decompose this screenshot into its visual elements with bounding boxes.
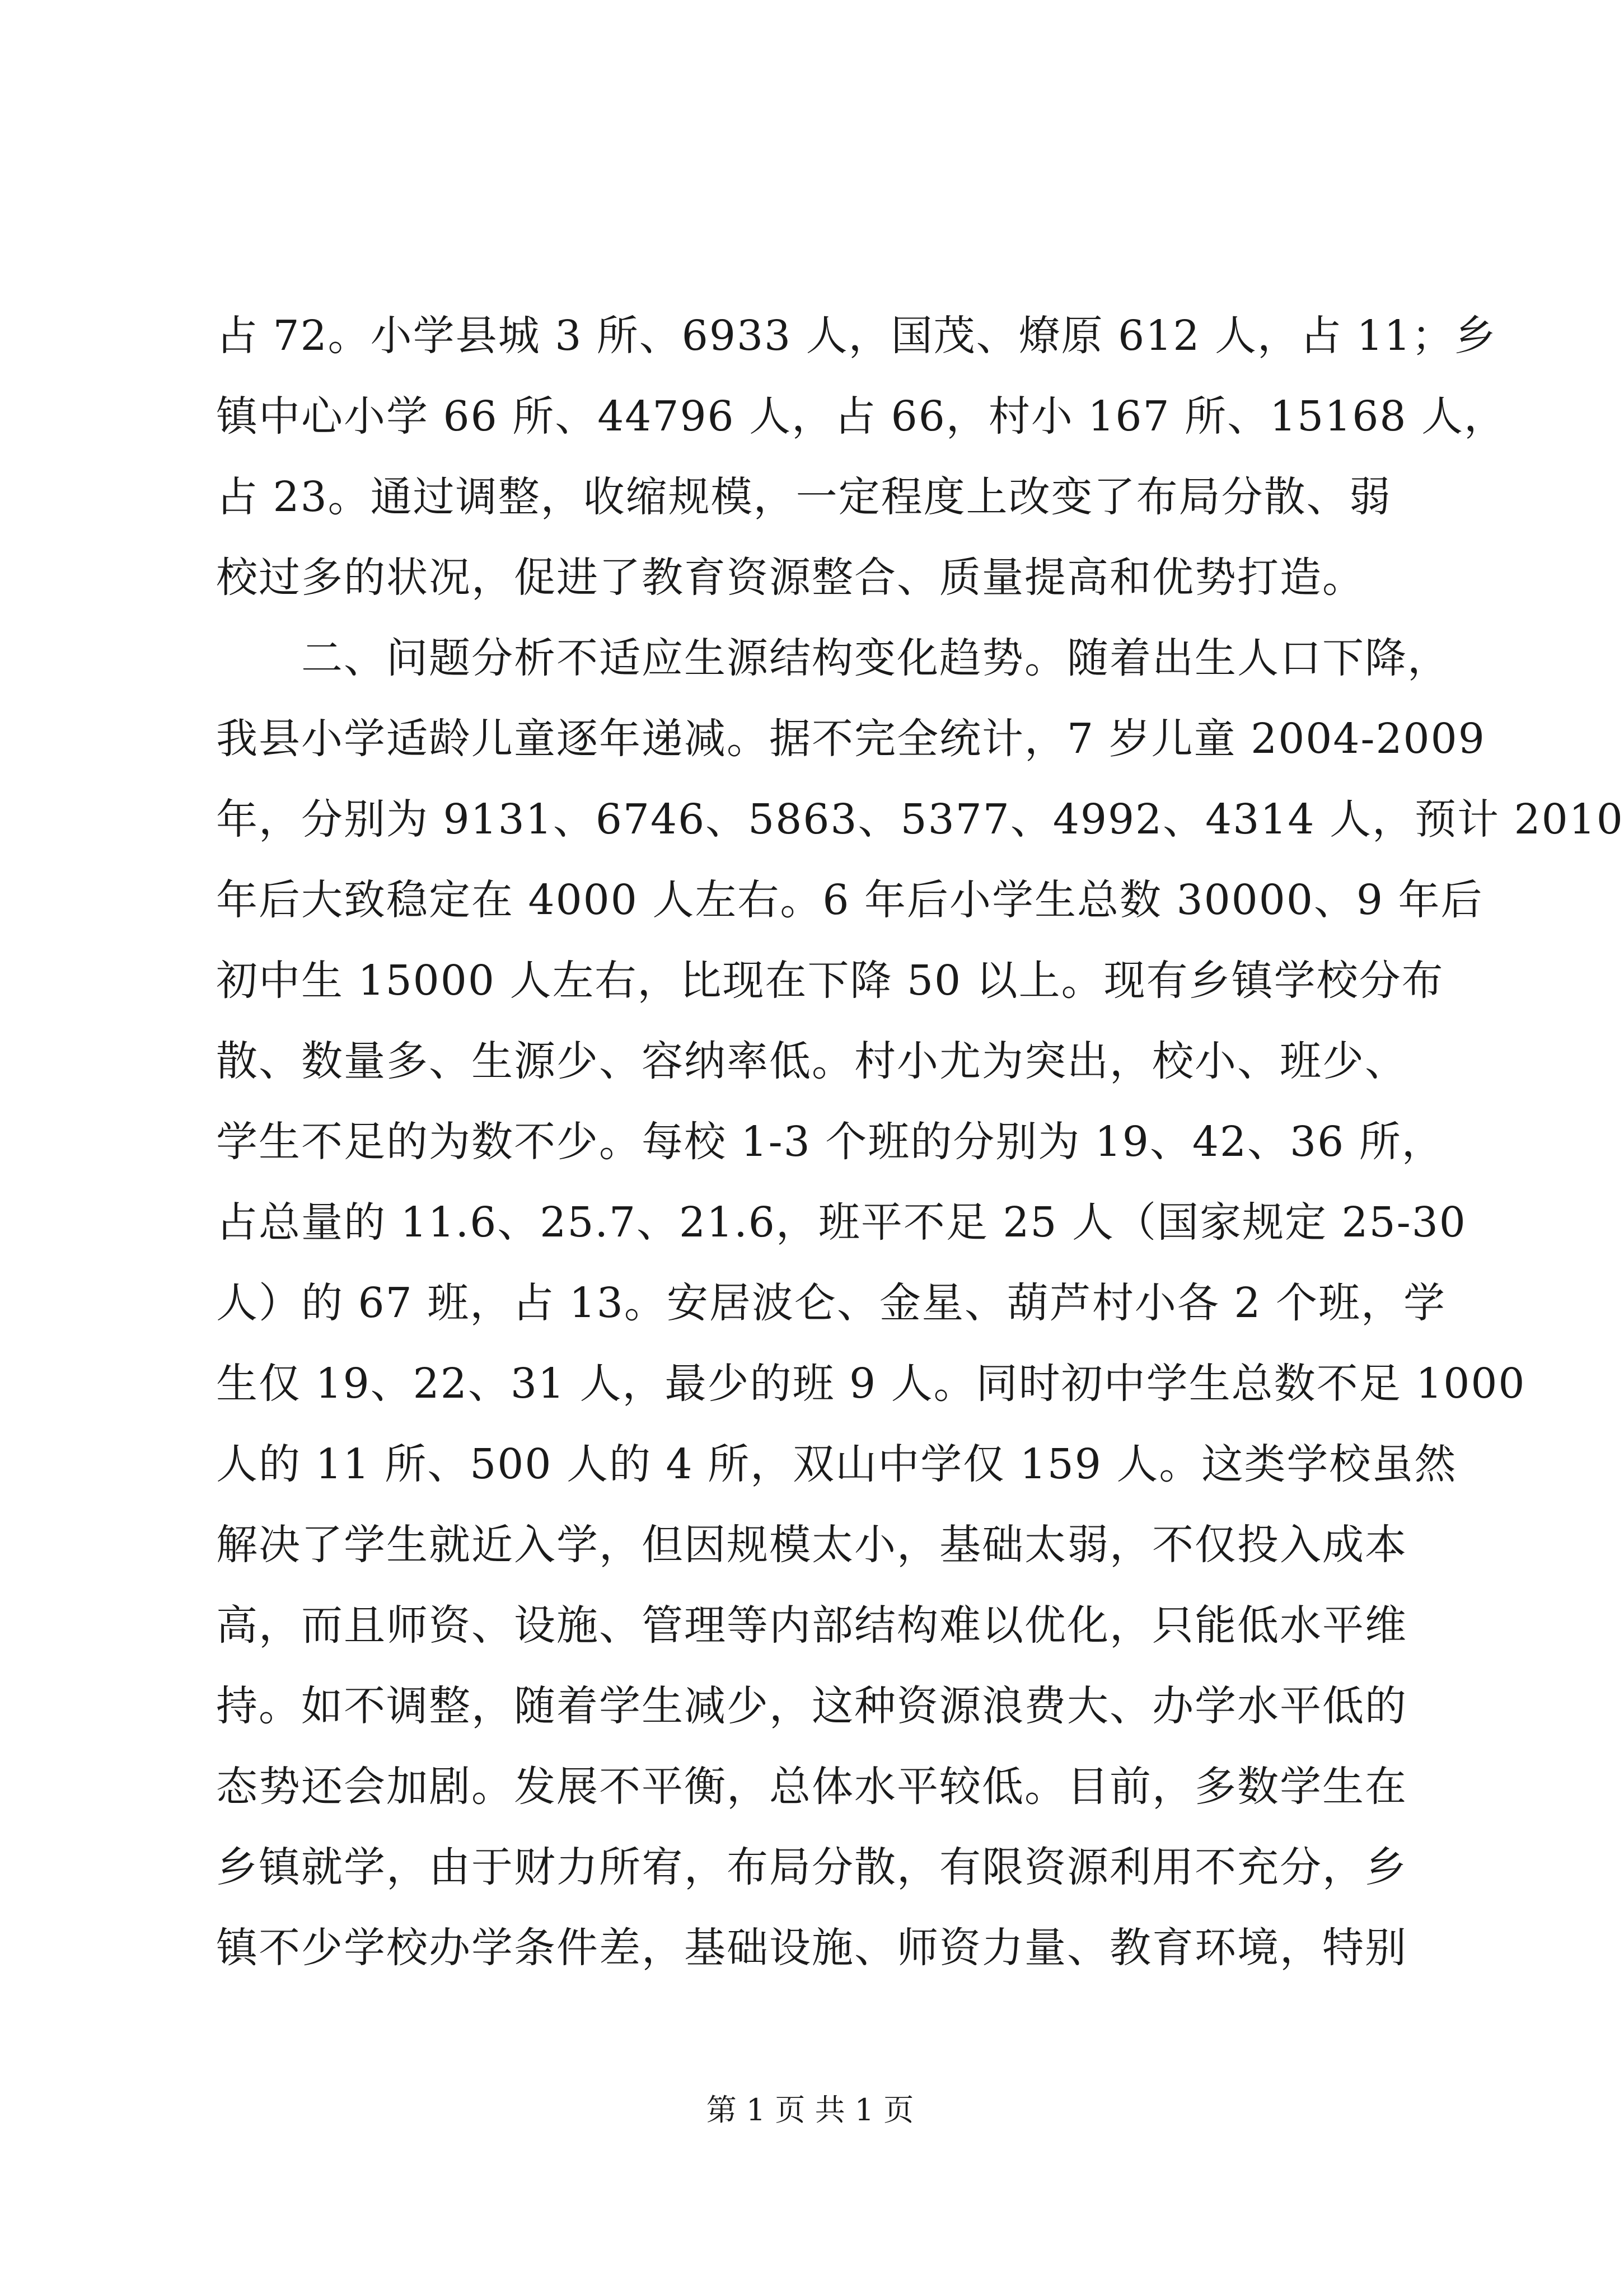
text-line: 态势还会加剧。发展不平衡，总体水平较低。目前，多数学生在: [216, 1763, 1407, 1811]
section-heading-line: 二、问题分析不适应生源结构变化趋势。随着出生人口下降，: [216, 634, 1450, 682]
page-number-label: 第 1 页 共 1 页: [706, 2092, 914, 2128]
text-line: 年后大致稳定在 4000 人左右。6 年后小学生总数 30000、9 年后: [216, 876, 1483, 924]
text-line: 初中生 15000 人左右，比现在下降 50 以上。现有乡镇学校分布: [216, 957, 1444, 1005]
text-line: 我县小学适龄儿童逐年递减。据不完全统计，7 岁儿童 2004-2009: [216, 715, 1486, 763]
text-line: 高，而且师资、设施、管理等内部结构难以优化，只能低水平维: [216, 1601, 1407, 1650]
text-line: 乡镇就学，由于财力所宥，布局分散，有限资源利用不充分，乡: [216, 1843, 1407, 1891]
text-line: 镇中心小学 66 所、44796 人，占 66，村小 167 所、15168 人，: [216, 392, 1507, 441]
text-line: 占总量的 11.6、25.7、21.6，班平不足 25 人（国家规定 25-30: [216, 1198, 1467, 1247]
text-line: 解决了学生就近入学，但因规模太小，基础太弱，不仅投入成本: [216, 1521, 1407, 1569]
text-line: 散、数量多、生源少、容纳率低。村小尤为突出，校小、班少、: [216, 1037, 1407, 1085]
text-line: 人）的 67 班，占 13。安居波仑、金星、葫芦村小各 2 个班，学: [216, 1279, 1447, 1327]
text-line: 生仅 19、22、31 人，最少的班 9 人。同时初中学生总数不足 1000: [216, 1360, 1526, 1408]
body-text: [216, 296, 1624, 1988]
text-line: 镇不少学校办学条件差，基础设施、师资力量、教育环境，特别: [216, 1924, 1407, 1972]
text-line: 年，分别为 9131、6746、5863、5377、4992、4314 人，预计 2010: [216, 795, 1624, 844]
text-line: 校过多的状况，促进了教育资源整合、质量提高和优势打造。: [216, 554, 1365, 602]
text-line: 人的 11 所、500 人的 4 所，双山中学仅 159 人。这类学校虽然: [216, 1440, 1457, 1488]
text-line: 占 23。通过调整，收缩规模，一定程度上改变了布局分散、弱: [216, 473, 1392, 521]
text-line: 占 72。小学县城 3 所、6933 人，国茂、燎原 612 人，占 11；乡: [216, 312, 1497, 360]
page-footer: [0, 2091, 1620, 2130]
text-line: 学生不足的为数不少。每校 1-3 个班的分别为 19、42、36 所，: [216, 1118, 1444, 1166]
text-line: 持。如不调整，随着学生减少，这种资源浪费大、办学水平低的: [216, 1682, 1407, 1730]
